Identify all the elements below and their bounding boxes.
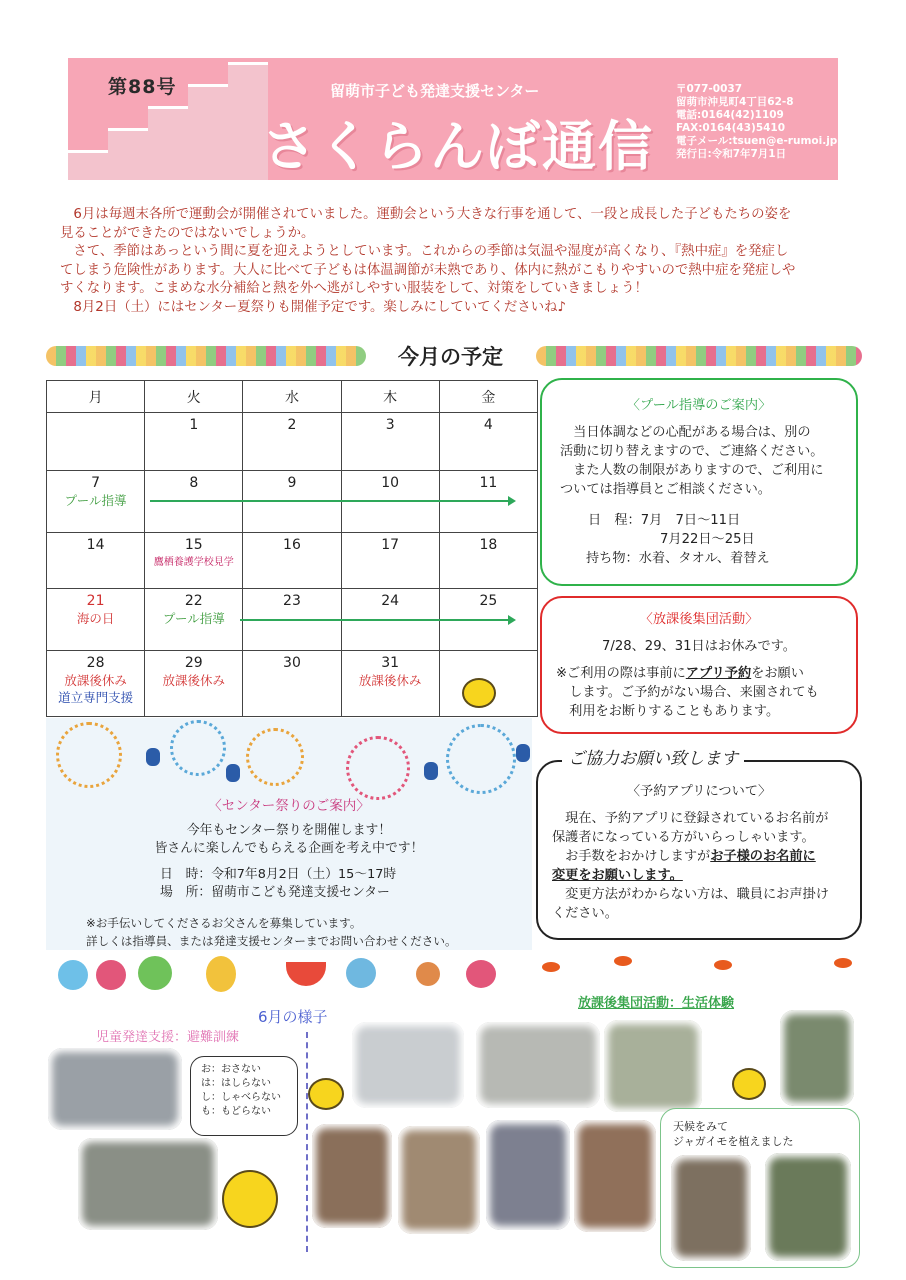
festival-note-line: 詳しくは指導員、または発達支援センターまでお問い合わせください。 — [86, 934, 457, 948]
calendar-day-cell — [243, 651, 341, 717]
calendar-day-cell — [145, 589, 243, 651]
weekday-header: 金 — [439, 381, 537, 413]
reservation-note — [556, 664, 842, 683]
day-number: 28 — [86, 655, 105, 671]
activity-photo — [352, 1022, 464, 1108]
day-event: 道立専門支援 — [58, 690, 134, 705]
day-number: 4 — [483, 417, 493, 433]
request-line — [552, 847, 846, 866]
newsletter-title: さくらんぼ通信 — [262, 115, 654, 178]
intro-line: 8月2日（土）にはセンター夏祭りも開催予定です。楽しみにしていてくださいね♪ — [60, 299, 567, 315]
note-text: ※ご利用の際は事前に — [556, 666, 686, 681]
firework-decoration — [170, 720, 226, 776]
potato-caption: ジャガイモを植えました — [673, 1135, 794, 1148]
festival-details — [160, 866, 396, 902]
festival-place: 場 所：留萌市こども発達支援センター — [160, 885, 390, 900]
day-number: 1 — [189, 417, 199, 433]
pool-guide-box — [540, 378, 858, 586]
life-experience-title: 放課後集団活動：生活体験 — [578, 996, 735, 1011]
intro-line: 見ることができたのではないでしょうか。 — [60, 225, 315, 241]
shaved-ice-icon — [58, 960, 88, 990]
goldfish-icon — [834, 958, 852, 968]
calendar-day-cell — [439, 533, 537, 589]
day-number: 18 — [479, 537, 498, 553]
request-title: 〈予約アプリについて〉 — [626, 784, 772, 799]
intro-line: てしまう危険性があります。大人に比べて子どもは体温調節が未熟であり、体内に熱がこもりやすいので熱中症を発症しや — [60, 262, 796, 278]
day-number: 29 — [184, 655, 203, 671]
yoyo-icon — [416, 962, 440, 986]
request-emphasis: 変更をお願いします。 — [552, 868, 683, 883]
calendar-week-row — [47, 413, 538, 471]
festival-note — [86, 914, 457, 950]
goldfish-icon — [614, 956, 632, 966]
request-line: 変更方法がわからない方は、職員にお声掛け — [552, 887, 829, 902]
after-school-title: 〈放課後集団活動〉 — [639, 612, 759, 627]
rule-line: は：はしらない — [201, 1078, 271, 1089]
chick-mascot-icon — [308, 1078, 344, 1110]
evacuation-drill-title: 児童発達支援：避難訓練 — [96, 1030, 240, 1045]
calendar-day-cell — [439, 413, 537, 471]
flower-garland — [46, 346, 366, 366]
calendar-day-cell — [145, 413, 243, 471]
day-number: 16 — [283, 537, 301, 553]
calendar-day-cell — [47, 533, 145, 589]
day-event: プール指導 — [64, 493, 127, 508]
day-number: 14 — [86, 537, 105, 553]
goldfish-icon — [466, 960, 496, 988]
lantern-decoration — [424, 762, 438, 780]
activity-photo — [476, 1022, 600, 1108]
day-number: 9 — [287, 475, 297, 491]
calendar-day-cell — [47, 471, 145, 533]
festival-note-line: ※お手伝いしてくださるお父さんを募集しています。 — [86, 916, 362, 930]
day-number: 24 — [381, 593, 400, 609]
shopping-photo — [486, 1120, 570, 1230]
day-number: 8 — [189, 475, 199, 491]
day-number: 15 — [184, 537, 203, 553]
drill-photo — [48, 1048, 182, 1130]
day-event: 放課後休み — [162, 673, 226, 688]
calendar-week-row — [47, 651, 538, 717]
cotton-candy-icon — [206, 956, 236, 992]
address: 留萌市沖見町4丁目62-8 — [676, 96, 794, 108]
phone: 電話:0164(42)1109 — [676, 109, 784, 121]
section-divider — [306, 1032, 308, 1252]
weekday-header: 水 — [243, 381, 341, 413]
calendar-day-cell — [145, 533, 243, 589]
intro-line: すくなります。こまめな水分補給と熱を外へ逃がしやすい服装をして、対策をしていきましょう！ — [60, 281, 648, 297]
pool-line: ついては指導員とご相談ください。 — [560, 482, 771, 497]
day-event: 放課後休み — [358, 673, 422, 688]
activity-photo — [604, 1020, 702, 1112]
note-text: をお願い — [751, 666, 804, 681]
contact-info — [676, 83, 837, 161]
pool-guide-title: 〈プール指導のご案内〉 — [626, 398, 772, 413]
june-title: 6月の様子 — [258, 1008, 328, 1026]
potato-planting-box — [660, 1108, 860, 1268]
schedule-title: 今月の予定 — [388, 341, 513, 371]
calendar-header-row — [47, 381, 538, 413]
calendar-day-cell — [341, 413, 439, 471]
issue-number: 第88号 — [108, 76, 177, 98]
weekday-header: 火 — [145, 381, 243, 413]
shaved-ice-icon — [96, 960, 126, 990]
stair-step — [148, 106, 188, 180]
ohashimo-speech-bubble — [190, 1056, 298, 1136]
weekday-header: 月 — [47, 381, 145, 413]
app-reservation-text: アプリ予約 — [685, 666, 752, 681]
watermelon-icon — [286, 962, 326, 986]
pool-arrow — [240, 619, 514, 621]
day-event: 鷹栖養護学校見学 — [153, 557, 234, 568]
festival-line: 今年もセンター祭りを開催します！ — [186, 823, 392, 838]
calendar-table — [46, 380, 538, 717]
note-line: します。ご予約がない場合、来園されても — [556, 685, 819, 700]
email: 電子メール:tsuen@e-rumoi.jp — [676, 135, 838, 147]
request-heading: ご協力お願い致します — [562, 744, 744, 769]
stair-step — [68, 150, 108, 180]
closed-days: 7/28、29、31日はお休みです。 — [602, 639, 796, 654]
goldfish-strip — [534, 950, 864, 982]
after-school-box — [540, 596, 858, 734]
calendar-day-cell — [47, 589, 145, 651]
request-line: 保護者になっている方がいらっしゃいます。 — [552, 830, 815, 845]
calendar-day-cell — [341, 651, 439, 717]
day-number: 21 — [86, 593, 105, 609]
goldfish-icon — [714, 960, 732, 970]
weekday-header: 木 — [341, 381, 439, 413]
intro-text — [60, 206, 850, 318]
pool-arrow — [150, 500, 514, 502]
postal-code: 〒077-0037 — [676, 83, 742, 95]
day-number: 3 — [385, 417, 395, 433]
shopping-photo — [574, 1120, 656, 1232]
calendar-day-cell — [47, 413, 145, 471]
day-number: 10 — [381, 475, 400, 491]
calendar-day-cell — [145, 651, 243, 717]
fan-icon — [346, 958, 376, 988]
request-line: ください。 — [552, 906, 618, 921]
fax: FAX:0164(43)5410 — [676, 122, 786, 134]
day-number: 11 — [479, 475, 498, 491]
intro-line: さて、季節はあっという間に夏を迎えようとしています。これからの季節は気温や湿度が高くなり、『熱中症』を発症し — [60, 244, 789, 260]
shopping-photo — [398, 1126, 480, 1234]
pool-line: また人数の制限がありますので、ご利用に — [560, 463, 824, 478]
issue-date: 発行日:令和7年7月1日 — [676, 148, 787, 160]
calendar-week-row — [47, 533, 538, 589]
firework-decoration — [446, 724, 516, 794]
rule-line: も：もどらない — [201, 1106, 271, 1117]
chick-helmet-mascot-icon — [222, 1170, 278, 1228]
day-number: 30 — [283, 655, 301, 671]
rule-line: し：しゃべらない — [201, 1092, 281, 1103]
day-event: プール指導 — [162, 611, 225, 626]
potato-caption: 天候をみて — [673, 1120, 728, 1133]
request-emphasis: お子様のお名前に — [710, 849, 816, 864]
firework-decoration — [56, 722, 122, 788]
drill-photo — [78, 1138, 218, 1230]
rule-line: お：おさない — [201, 1064, 261, 1075]
day-number: 22 — [184, 593, 203, 609]
day-number: 17 — [381, 537, 400, 553]
potato-photo — [671, 1155, 751, 1261]
lantern-decoration — [146, 748, 160, 766]
calendar-body — [47, 413, 538, 717]
pool-items: 持ち物：水着、タオル、着替え — [586, 551, 770, 566]
stair-step — [108, 128, 148, 180]
festival-body — [46, 822, 532, 858]
pool-dates-2: 7月22日〜25日 — [660, 532, 755, 547]
festival-title: 〈センター祭りのご案内〉 — [208, 798, 370, 814]
shopping-photo — [312, 1124, 392, 1228]
fan-icon — [138, 956, 172, 990]
request-box — [536, 760, 862, 940]
day-event: 海の日 — [76, 611, 115, 626]
potato-photo — [765, 1153, 851, 1261]
request-line: 現在、予約アプリに登録されているお名前が — [552, 811, 829, 826]
pool-line: 活動に切り替えますので、ご連絡ください。 — [560, 444, 824, 459]
firework-decoration — [346, 736, 410, 800]
day-number: 7 — [91, 475, 101, 491]
center-name: 留萌市子ども発達支援センター — [330, 82, 540, 100]
festival-icon-strip — [46, 950, 532, 1000]
calendar-day-cell — [341, 533, 439, 589]
goldfish-icon — [542, 962, 560, 972]
calendar-day-cell — [243, 533, 341, 589]
pool-line: 当日体調などの心配がある場合は、別の — [560, 425, 811, 440]
lantern-decoration — [226, 764, 240, 782]
festival-date: 日 時：令和7年8月2日（土）15〜17時 — [160, 867, 397, 882]
stair-step — [188, 84, 228, 180]
chick-mascot-icon — [462, 678, 496, 708]
calendar-day-cell — [243, 413, 341, 471]
lantern-decoration — [516, 744, 530, 762]
firework-decoration — [246, 728, 304, 786]
festival-line: 皆さんに楽しんでもらえる企画を考え中です！ — [154, 841, 424, 856]
activity-photo — [780, 1010, 854, 1106]
pool-dates: 日 程：7月 7日〜11日 — [588, 513, 741, 528]
note-line: 利用をお断りすることもあります。 — [556, 704, 780, 719]
day-number: 25 — [479, 593, 498, 609]
day-event: 放課後休み — [64, 673, 127, 688]
intro-line: 6月は毎週末各所で運動会が開催されていました。運動会という大きな行事を通して、一段と成長した子どもたちの姿を — [60, 207, 792, 222]
request-text: お手数をおかけしますが — [552, 849, 711, 864]
chick-mascot-icon — [732, 1068, 766, 1100]
day-number: 2 — [287, 417, 297, 433]
calendar-day-cell — [47, 651, 145, 717]
day-number: 23 — [283, 593, 301, 609]
day-number: 31 — [381, 655, 400, 671]
flower-garland — [536, 346, 862, 366]
